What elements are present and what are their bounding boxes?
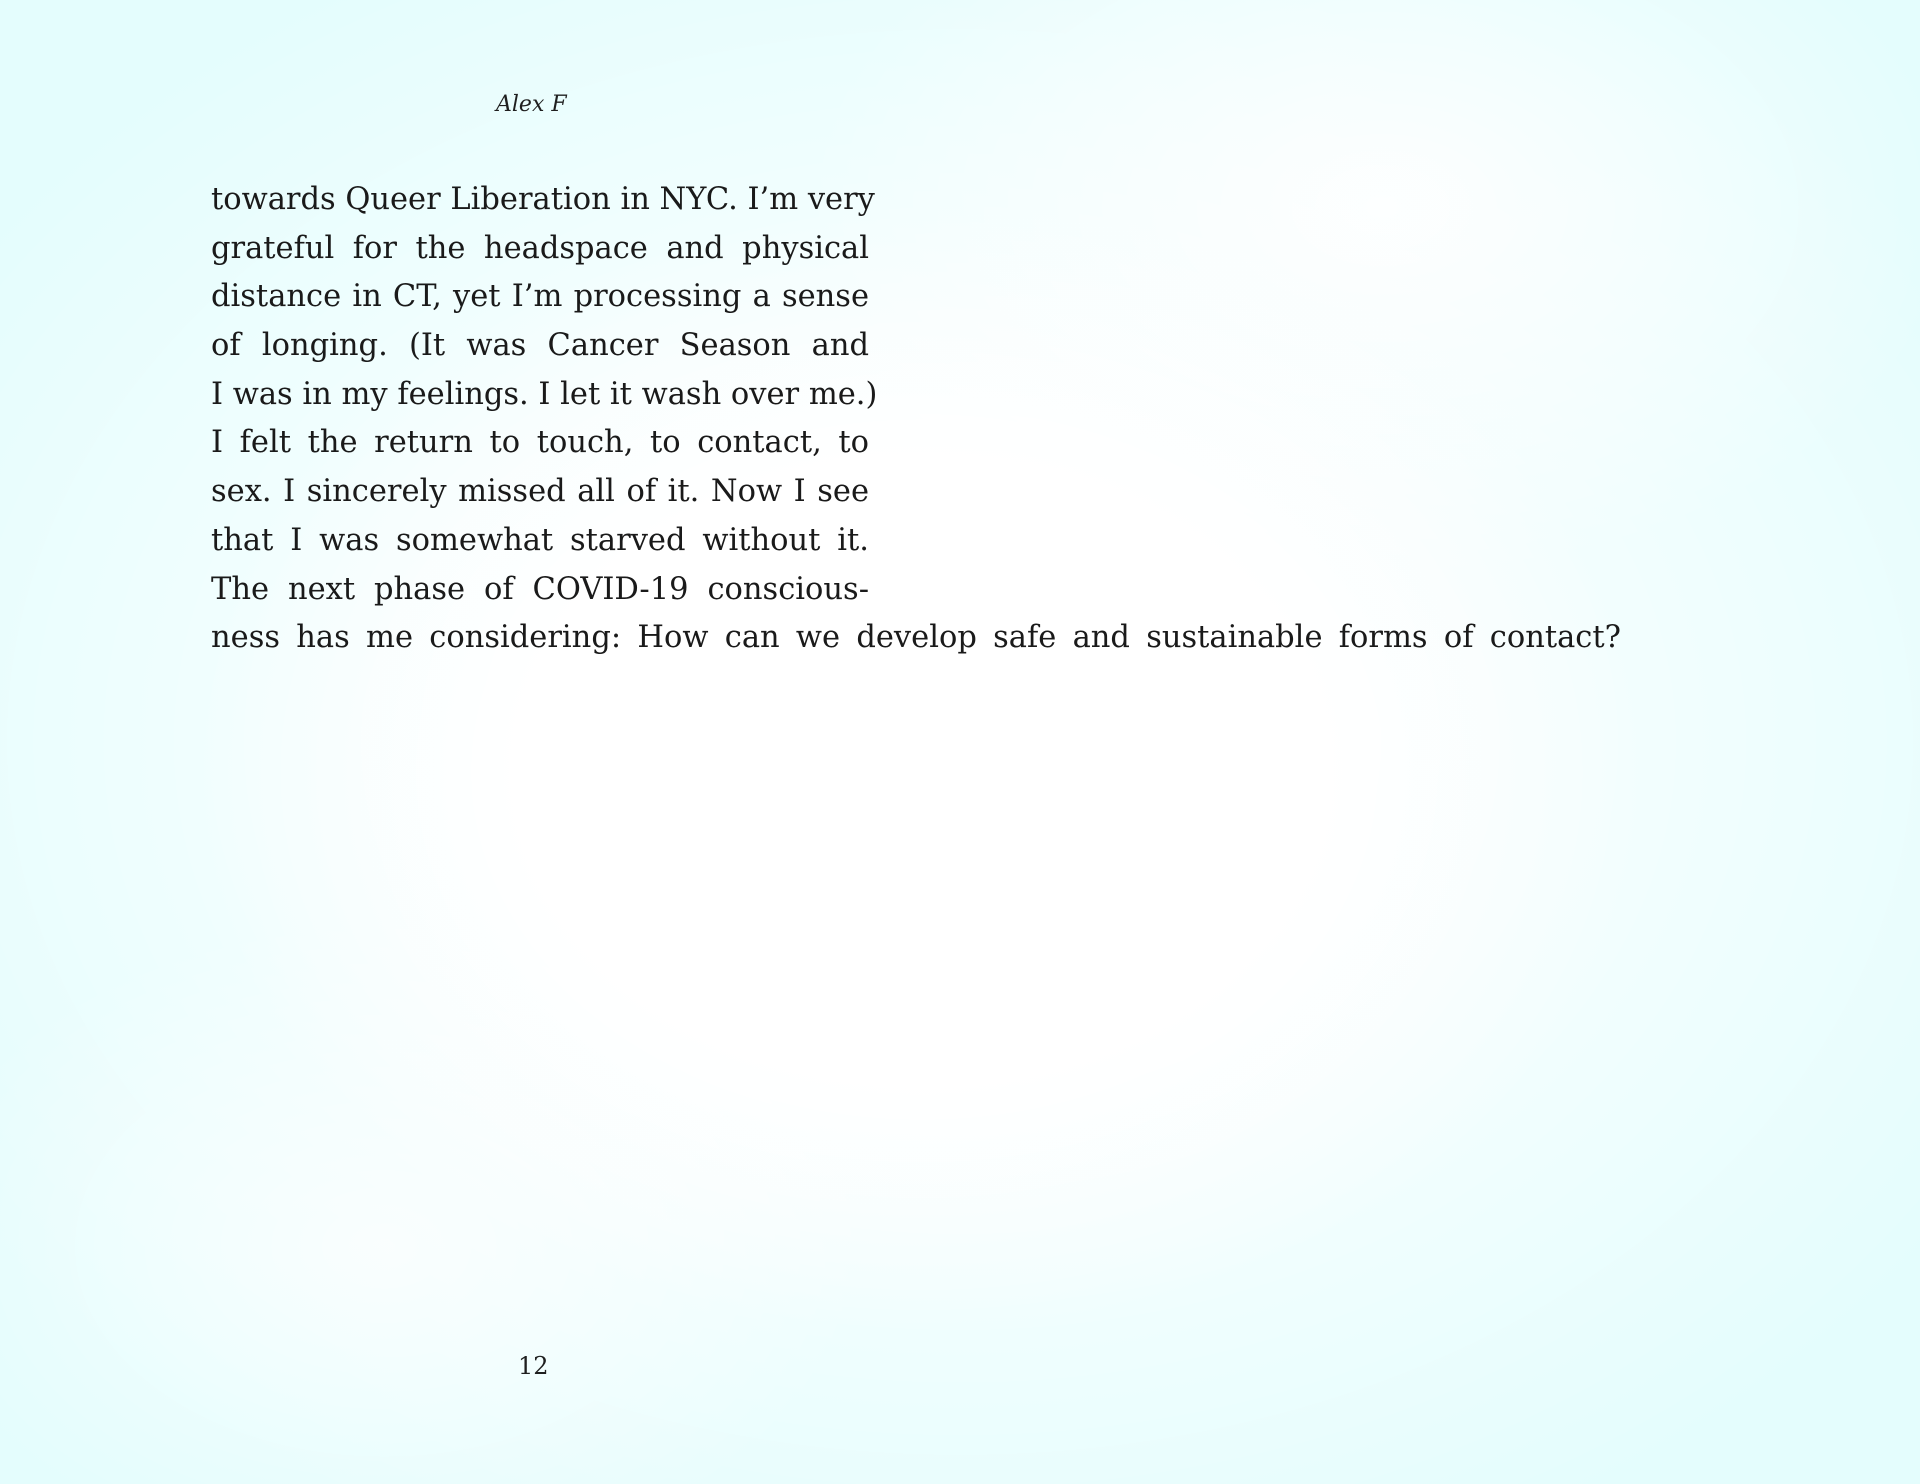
text-line: towards Queer Liberation in NYC. I’m very bbox=[211, 182, 875, 217]
text-line: that I was somewhat starved without it. bbox=[211, 522, 869, 558]
text-line: grateful for the headspace and physical bbox=[211, 230, 869, 266]
text-line: sex. I sincerely missed all of it. Now I see bbox=[211, 474, 869, 510]
text-line: distance in CT, yet I’m processing a sense bbox=[211, 279, 869, 315]
running-head-author: Alex F bbox=[496, 92, 567, 117]
body-paragraph bbox=[211, 176, 1621, 663]
text-line: of longing. (It was Cancer Season and bbox=[211, 328, 869, 364]
text-line-last: ness has me considering: How can we develop safe and sustainable forms of contact? bbox=[211, 620, 1621, 656]
text-line: I felt the return to touch, to contact, to bbox=[211, 425, 869, 461]
text-line: The next phase of COVID-19 conscious- bbox=[211, 571, 869, 607]
page-number: 12 bbox=[518, 1352, 549, 1380]
text-line: I was in my feelings. I let it wash over me.) bbox=[211, 376, 878, 412]
